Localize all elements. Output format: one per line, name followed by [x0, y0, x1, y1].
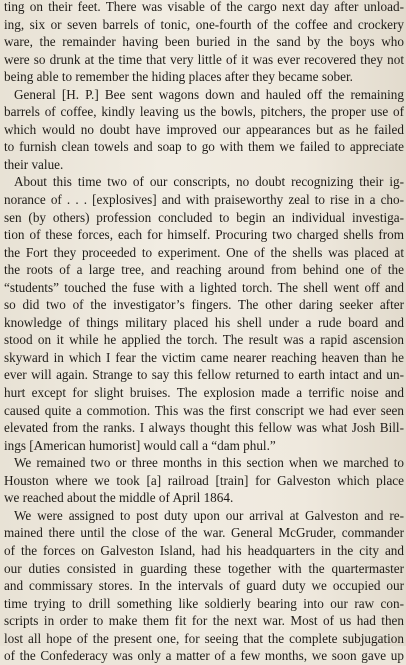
text-line: We were assigned to post duty upon our arrival at Galveston and re- — [14, 507, 404, 523]
text-line: and commissary stores. In the intervals of guard duty we occupied our — [4, 578, 404, 594]
text-line: ings [American humorist] would call a “dam phul.” — [4, 437, 276, 453]
text-line: ever will again. Strange to say this fellow returned to earth intact and un- — [4, 367, 404, 383]
text-line: ting on their feet. There was visable of the cargo next day after unload- — [4, 0, 404, 14]
text-line: General [H. P.] Bee sent wagons down and hauled off the remaining — [14, 86, 404, 102]
text-line: We remained two or three months in this section when we marched to — [14, 455, 404, 471]
text-line: barrels of coffee, kindly leaving us the bowls, pitchers, the proper use of — [4, 104, 404, 120]
text-line: norance of . . . [explosives] and with praiseworthy zeal to rise in a cho- — [4, 192, 404, 208]
text-line: About this time two of our conscripts, no doubt recognizing their ig- — [14, 174, 404, 190]
text-line: stood on it while he applied the torch. The result was a rapid ascension — [4, 332, 404, 348]
text-line: lost all hope of the present one, for seeing that the complete subjugation — [4, 630, 404, 646]
text-line: of the Confederacy was only a matter of a few months, we soon gave up — [4, 648, 404, 664]
text-line: Houston where we took [a] railroad [train] for Galveston which place — [4, 472, 404, 488]
paragraph — [4, 454, 404, 507]
text-line: ware, the remainder having been buried in the sand by the boys who — [4, 34, 404, 50]
paragraph — [4, 0, 404, 86]
text-line: the roots of a large tree, and reaching around from behind one of the — [4, 262, 404, 278]
text-line: our duties consisted in guarding these together with the quartermaster — [4, 560, 404, 576]
text-line: ing, six or seven barrels of tonic, one-fourth of the coffee and crockery — [4, 16, 404, 32]
text-line: caused quite a commotion. This was the first conscript we had ever seen — [4, 402, 404, 418]
text-line: mained there until the close of the war. General McGruder, commander — [4, 525, 404, 541]
body-text — [4, 0, 404, 665]
text-line: we reached about the middle of April 1864. — [4, 490, 234, 506]
text-line: knowledge of things military placed his shell under a rude board and — [4, 314, 404, 330]
text-line: scripts in order to make them fit for the next war. Most of us had then — [4, 613, 404, 629]
text-line: elevated from the ranks. I always thought this fellow was what Josh Bill- — [4, 420, 404, 436]
text-line: to furnish clean towels and soap to go with them we failed to appreciate — [4, 139, 404, 155]
text-line: of the forces on Galveston Island, had his headquarters in the city and — [4, 542, 404, 558]
text-line: which would no doubt have improved our appearances but as he failed — [4, 121, 404, 137]
text-line: the Fort they proceeded to experiment. One of the shells was placed at — [4, 244, 404, 260]
text-line: so did two of the investigator’s fingers. The other daring seeker after — [4, 297, 404, 313]
text-line: sen (by others) profession concluded to begin an individual investiga- — [4, 209, 404, 225]
paragraph — [4, 507, 404, 665]
text-line: were so drunk at the time that very little of it was ever recovered they not — [4, 51, 404, 67]
text-line: their value. — [4, 156, 64, 172]
text-line: being able to remember the hiding places after they became sober. — [4, 69, 353, 85]
text-line: hurt except for slight bruises. The explosion made a terrific noise and — [4, 385, 404, 401]
text-line: skyward in which I fear the victim came nearer reaching heaven than he — [4, 349, 404, 365]
text-line: tion of these forces, each for himself. Procuring two charged shells from — [4, 227, 404, 243]
paragraph — [4, 86, 404, 174]
text-line: time trying to drill something like soldierly bearing into our raw con- — [4, 595, 404, 611]
text-line: “students” touched the fuse with a lighted torch. The shell went off and — [4, 279, 404, 295]
paragraph — [4, 173, 404, 454]
